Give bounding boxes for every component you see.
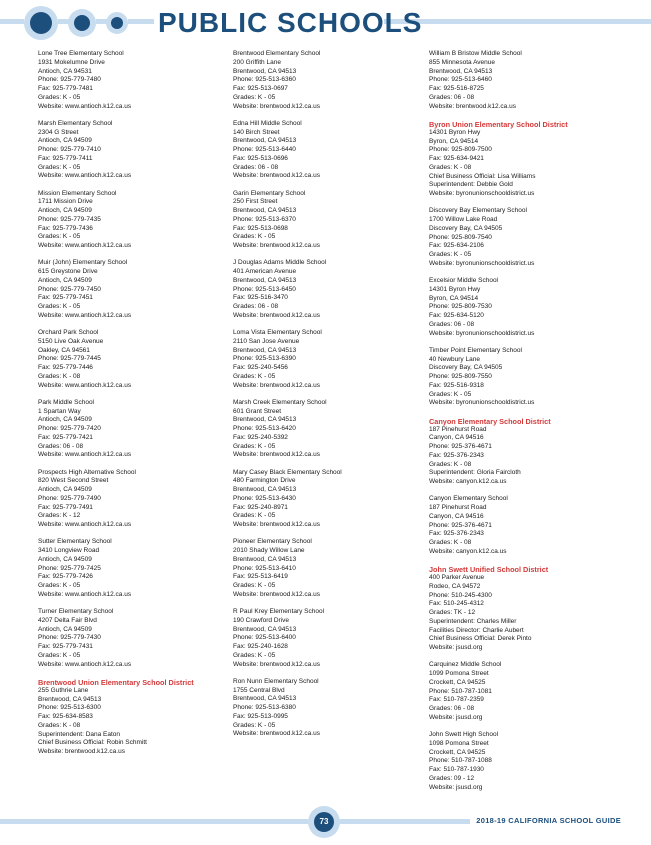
entry-line: Website: byronunionschooldistrict.us <box>429 399 535 407</box>
school-name: Orchard Park School <box>38 329 99 336</box>
entry-line: Phone: 925-513-6300 <box>38 704 101 712</box>
school-name: Edna Hill Middle School <box>233 119 302 127</box>
district-name: Brentwood Union Elementary School District <box>38 677 194 687</box>
entry-line: Phone: 925-779-7420 <box>38 425 101 432</box>
entry-line: Crockett, CA 94525 <box>429 748 486 756</box>
entry-line: Crockett, CA 94525 <box>429 678 486 686</box>
entry-line: Superintendent: Charles Miller <box>429 617 517 625</box>
entry-line: 4207 Delta Fair Blvd <box>38 616 97 624</box>
entry-line: Website: canyon.k12.ca.us <box>429 547 507 555</box>
entry-line: Phone: 925-513-6370 <box>233 215 296 223</box>
entry-line: Fax: 510-787-2359 <box>429 696 484 704</box>
entry-line: Website: brentwood.k12.ca.us <box>233 381 320 389</box>
entry-line: Fax: 925-634-9421 <box>429 155 484 162</box>
entry-line: Grades: 06 - 08 <box>429 93 475 101</box>
entry-line: 1 Spartan Way <box>38 407 81 415</box>
entry-line: Fax: 510-245-4312 <box>429 600 484 608</box>
entry-line: Website: www.antioch.k12.ca.us <box>38 381 132 389</box>
column-middle <box>233 50 425 748</box>
entry-line: Website: www.antioch.k12.ca.us <box>38 311 132 319</box>
entry-line: Fax: 925-779-7431 <box>38 643 93 650</box>
entry-line: Grades: K - 05 <box>429 390 472 398</box>
entry-line: Brentwood, CA 94513 <box>233 555 297 563</box>
entry-line: Grades: 09 - 12 <box>429 774 475 782</box>
school-entry <box>38 120 230 181</box>
entry-line: Phone: 925-809-7540 <box>429 233 492 241</box>
header-rule-left <box>0 19 24 24</box>
entry-line: Grades: TK - 12 <box>429 609 476 616</box>
entry-line: Brentwood, CA 94513 <box>233 625 297 633</box>
header-dot-large <box>30 12 52 34</box>
entry-line: Brentwood, CA 94513 <box>233 137 297 145</box>
entry-line: Canyon, CA 94516 <box>429 512 484 520</box>
entry-line: Superintendent: Gloria Faircloth <box>429 469 521 477</box>
entry-line: Brentwood, CA 94513 <box>233 486 297 493</box>
column-right <box>429 50 621 801</box>
entry-line: Website: byronunionschooldistrict.us <box>429 259 535 267</box>
entry-line: Grades: 06 - 08 <box>233 163 279 171</box>
entry-line: Grades: K - 05 <box>233 93 276 101</box>
school-entry <box>429 277 621 338</box>
entry-line: Grades: K - 08 <box>429 460 472 468</box>
page-title: PUBLIC SCHOOLS <box>158 7 423 38</box>
entry-line: Website: www.antioch.k12.ca.us <box>38 660 132 668</box>
school-entry <box>429 207 621 268</box>
entry-line: Brentwood, CA 94513 <box>233 416 297 424</box>
school-entry <box>429 50 621 111</box>
entry-line: Brentwood, CA 94513 <box>233 67 297 75</box>
entry-line: Website: brentwood.k12.ca.us <box>233 730 320 738</box>
header-rule-right <box>384 19 651 24</box>
entry-line: Chief Business Official: Lisa Williams <box>429 172 536 180</box>
entry-line: Website: brentwood.k12.ca.us <box>233 590 320 598</box>
entry-line: Website: byronunionschooldistrict.us <box>429 329 535 337</box>
school-entry <box>233 538 425 599</box>
entry-line: Fax: 925-779-7436 <box>38 224 93 232</box>
entry-line: Rodeo, CA 94572 <box>429 582 481 590</box>
entry-line: Website: brentwood.k12.ca.us <box>38 748 125 755</box>
entry-line: 2110 San Jose Avenue <box>233 337 300 345</box>
entry-line: Fax: 925-779-7451 <box>38 294 93 302</box>
school-name: Turner Elementary School <box>38 608 114 615</box>
school-entry <box>233 50 425 111</box>
entry-line: Fax: 925-779-7421 <box>38 433 93 441</box>
entry-line: Phone: 925-513-6450 <box>233 285 296 293</box>
entry-line: Website: brentwood.k12.ca.us <box>233 172 320 180</box>
entry-line: Phone: 925-779-7435 <box>38 215 101 223</box>
entry-line: Superintendent: Debbie Gold <box>429 181 513 189</box>
entry-line: Phone: 925-513-6410 <box>233 564 296 572</box>
entry-line: Fax: 925-240-1628 <box>233 643 288 650</box>
entry-line: Fax: 925-513-6419 <box>233 573 288 581</box>
entry-line: 140 Birch Street <box>233 128 280 136</box>
entry-line: Fax: 925-779-7481 <box>38 85 93 92</box>
entry-line: Website: www.antioch.k12.ca.us <box>38 590 132 598</box>
entry-line: Website: brentwood.k12.ca.us <box>233 242 320 249</box>
school-entry <box>429 347 621 408</box>
school-entry <box>233 399 425 460</box>
entry-line: Phone: 925-809-7500 <box>429 146 492 154</box>
entry-line: Chief Business Official: Robin Schmitt <box>38 739 147 747</box>
entry-line: Brentwood, CA 94513 <box>233 695 297 703</box>
entry-line: 187 Pinehurst Road <box>429 504 487 511</box>
entry-line: Phone: 925-513-6380 <box>233 704 296 711</box>
entry-line: Grades: K - 08 <box>38 721 81 729</box>
entry-line: Antioch, CA 94509 <box>38 276 92 284</box>
entry-line: Antioch, CA 94509 <box>38 416 92 424</box>
entry-line: Fax: 925-376-2343 <box>429 451 484 459</box>
entry-line: Phone: 925-513-6390 <box>233 355 296 363</box>
district-entry <box>429 417 621 487</box>
entry-line: Antioch, CA 94509 <box>38 555 92 563</box>
entry-line: Fax: 925-634-5120 <box>429 312 484 319</box>
district-name: Canyon Elementary School District <box>429 416 551 426</box>
entry-line: Website: jsusd.org <box>429 644 483 651</box>
entry-line: Grades: K - 05 <box>233 233 276 241</box>
entry-line: 3410 Longview Road <box>38 547 100 554</box>
school-name: Canyon Elementary School <box>429 495 508 503</box>
entry-line: Fax: 925-516-3470 <box>233 294 288 302</box>
entry-line: Website: brentwood.k12.ca.us <box>233 311 320 319</box>
entry-line: 190 Crawford Drive <box>233 616 289 624</box>
entry-line: Website: brentwood.k12.ca.us <box>233 102 320 110</box>
entry-line: Grades: K - 05 <box>233 372 276 380</box>
page-number: 73 <box>314 812 334 832</box>
entry-line: Fax: 925-634-2106 <box>429 242 484 250</box>
entry-line: 820 West Second Street <box>38 477 109 485</box>
school-entry <box>38 469 230 530</box>
header-rule-between-3 <box>128 19 154 24</box>
entry-line: 14301 Byron Hwy <box>429 128 481 136</box>
footer-rule-right <box>340 819 470 824</box>
entry-line: Website: www.antioch.k12.ca.us <box>38 242 132 249</box>
entry-line: Website: brentwood.k12.ca.us <box>429 102 516 110</box>
entry-line: 855 Minnesota Avenue <box>429 58 496 66</box>
school-entry <box>429 731 621 792</box>
entry-line: Fax: 925-516-9318 <box>429 381 484 389</box>
entry-line: 40 Newbury Lane <box>429 355 480 363</box>
entry-line: Grades: K - 12 <box>38 512 81 520</box>
entry-line: Website: www.antioch.k12.ca.us <box>38 172 132 180</box>
entry-line: Website: www.antioch.k12.ca.us <box>38 521 132 528</box>
entry-line: Grades: K - 08 <box>429 539 472 546</box>
entry-line: Fax: 925-634-8583 <box>38 713 93 720</box>
header-dot-medium <box>74 15 90 31</box>
entry-line: Grades: K - 05 <box>38 93 81 101</box>
entry-line: 255 Guthrie Lane <box>38 686 89 694</box>
school-entry <box>38 538 230 599</box>
entry-line: Grades: K - 05 <box>429 251 472 258</box>
entry-line: Phone: 925-376-4671 <box>429 443 492 450</box>
entry-line: Phone: 510-787-1081 <box>429 687 492 695</box>
school-entry <box>38 50 230 111</box>
entry-line: Grades: 06 - 08 <box>233 303 279 310</box>
entry-line: Phone: 925-779-7430 <box>38 634 101 642</box>
entry-line: 250 First Street <box>233 198 278 206</box>
entry-line: Grades: 06 - 08 <box>38 442 84 450</box>
school-name: Muir (John) Elementary School <box>38 259 128 267</box>
entry-line: Website: brentwood.k12.ca.us <box>233 521 320 528</box>
entry-line: Antioch, CA 94509 <box>38 207 92 214</box>
entry-line: Brentwood, CA 94513 <box>38 695 102 703</box>
entry-line: Phone: 510-787-1088 <box>429 757 492 765</box>
entry-line: Fax: 925-779-7491 <box>38 503 93 511</box>
entry-line: Phone: 925-779-7450 <box>38 285 101 293</box>
entry-line: Oakley, CA 94561 <box>38 346 90 354</box>
entry-line: Fax: 925-240-5456 <box>233 364 288 371</box>
entry-line: Grades: K - 05 <box>38 651 81 659</box>
entry-line: Website: www.antioch.k12.ca.us <box>38 451 132 459</box>
entry-line: Fax: 925-513-0995 <box>233 712 288 720</box>
column-left <box>38 50 230 765</box>
school-name: Brentwood Elementary School <box>233 50 321 57</box>
school-name: Discovery Bay Elementary School <box>429 207 527 215</box>
entry-line: 1099 Pomona Street <box>429 670 489 677</box>
school-name: William B Bristow Middle School <box>429 50 522 57</box>
school-entry <box>233 678 425 739</box>
entry-line: Discovery Bay, CA 94505 <box>429 364 503 372</box>
entry-line: 1711 Mission Drive <box>38 198 93 206</box>
school-name: Carquinez Middle School <box>429 661 502 669</box>
school-name: Excelsior Middle School <box>429 277 499 284</box>
school-name: R Paul Krey Elementary School <box>233 608 325 615</box>
entry-line: Phone: 925-809-7550 <box>429 373 492 380</box>
school-name: Park Middle School <box>38 398 94 406</box>
entry-line: 1931 Mokelumne Drive <box>38 58 105 66</box>
school-name: Timber Point Elementary School <box>429 346 522 354</box>
school-name: Ron Nunn Elementary School <box>233 677 319 685</box>
entry-line: Website: canyon.k12.ca.us <box>429 478 507 485</box>
entry-line: Brentwood, CA 94513 <box>233 346 297 354</box>
entry-line: Fax: 925-513-0697 <box>233 85 288 92</box>
district-entry <box>429 565 621 653</box>
entry-line: Website: byronunionschooldistrict.us <box>429 190 535 197</box>
entry-line: Fax: 925-779-7426 <box>38 573 93 581</box>
school-name: Lone Tree Elementary School <box>38 50 124 57</box>
entry-line: Discovery Bay, CA 94505 <box>429 224 503 232</box>
entry-line: Grades: K - 08 <box>38 372 81 380</box>
school-entry <box>38 259 230 320</box>
school-entry <box>429 661 621 722</box>
school-entry <box>233 329 425 390</box>
entry-line: Fax: 925-240-8971 <box>233 503 288 511</box>
entry-line: 187 Pinehurst Road <box>429 425 487 433</box>
entry-line: Fax: 925-779-7446 <box>38 364 93 371</box>
entry-line: Fax: 925-779-7411 <box>38 154 93 162</box>
school-entry <box>233 190 425 251</box>
entry-line: 200 Griffith Lane <box>233 58 281 66</box>
entry-line: Phone: 925-513-6440 <box>233 146 296 153</box>
entry-line: Phone: 925-513-6460 <box>429 76 492 84</box>
entry-line: Grades: K - 05 <box>233 442 276 450</box>
school-entry <box>233 608 425 669</box>
entry-line: 601 Grant Street <box>233 407 282 415</box>
school-entry <box>38 329 230 390</box>
entry-line: 14301 Byron Hwy <box>429 285 481 293</box>
entry-line: Brentwood, CA 94513 <box>429 67 493 75</box>
school-name: Mary Casey Black Elementary School <box>233 468 342 476</box>
school-name: Mission Elementary School <box>38 189 117 197</box>
entry-line: Facilities Director: Charlie Aubert <box>429 626 524 634</box>
entry-line: Antioch, CA 94509 <box>38 625 92 633</box>
entry-line: Antioch, CA 94531 <box>38 67 92 75</box>
school-entry <box>429 495 621 556</box>
entry-line: Phone: 925-513-6430 <box>233 494 296 502</box>
district-name: John Swett Unified School District <box>429 565 549 574</box>
entry-line: Website: jsusd.org <box>429 783 483 791</box>
entry-line: Antioch, CA 94509 <box>38 137 92 145</box>
entry-line: 1700 Willow Lake Road <box>429 216 498 223</box>
entry-line: Phone: 925-779-7480 <box>38 76 101 84</box>
school-entry <box>233 469 425 530</box>
entry-line: Fax: 925-240-5392 <box>233 433 288 441</box>
entry-line: Phone: 925-376-4671 <box>429 521 492 529</box>
entry-line: Grades: K - 05 <box>38 582 81 589</box>
entry-line: Brentwood, CA 94513 <box>233 207 297 214</box>
entry-line: Grades: K - 05 <box>233 582 276 589</box>
school-entry <box>38 608 230 669</box>
district-entry <box>429 120 621 199</box>
entry-line: 2304 G Street <box>38 128 79 136</box>
entry-line: Grades: K - 05 <box>233 512 276 520</box>
entry-line: Fax: 510-787-1930 <box>429 766 484 773</box>
entry-line: 615 Greystone Drive <box>38 268 98 275</box>
entry-line: Phone: 925-513-6420 <box>233 425 296 432</box>
entry-line: 400 Parker Avenue <box>429 574 485 581</box>
entry-line: 5150 Live Oak Avenue <box>38 337 104 345</box>
district-name: Byron Union Elementary School District <box>429 119 568 129</box>
guide-title: 2018-19 CALIFORNIA SCHOOL GUIDE <box>476 816 621 825</box>
entry-line: 401 American Avenue <box>233 268 297 275</box>
school-name: John Swett High School <box>429 731 499 738</box>
school-entry <box>38 190 230 251</box>
school-entry <box>38 399 230 460</box>
entry-line: Grades: 06 - 08 <box>429 320 475 328</box>
footer-rule-left <box>0 819 308 824</box>
entry-line: Fax: 925-513-0696 <box>233 154 288 162</box>
header-dot-small <box>111 17 123 29</box>
school-name: J Douglas Adams Middle School <box>233 259 327 267</box>
school-name: Marsh Elementary School <box>38 119 113 127</box>
entry-line: Byron, CA 94514 <box>429 294 479 302</box>
entry-line: Brentwood, CA 94513 <box>233 276 297 284</box>
entry-line: Grades: K - 05 <box>38 303 81 310</box>
entry-line: Website: www.antioch.k12.ca.us <box>38 102 132 110</box>
entry-line: Superintendent: Dana Eaton <box>38 730 121 738</box>
entry-line: Website: brentwood.k12.ca.us <box>233 660 320 668</box>
school-name: Garin Elementary School <box>233 189 306 197</box>
entry-line: Phone: 925-779-7445 <box>38 355 101 363</box>
entry-line: 2010 Shady Willow Lane <box>233 547 305 554</box>
school-name: Loma Vista Elementary School <box>233 329 322 336</box>
entry-line: Byron, CA 94514 <box>429 137 479 145</box>
entry-line: Grades: K - 05 <box>233 651 276 659</box>
entry-line: Fax: 925-513-0698 <box>233 224 288 232</box>
school-name: Pioneer Elementary School <box>233 538 312 546</box>
entry-line: Phone: 510-245-4300 <box>429 591 492 599</box>
entry-line: Grades: K - 08 <box>429 163 472 171</box>
district-entry <box>38 678 230 757</box>
entry-line: Grades: 06 - 08 <box>429 705 475 712</box>
entry-line: Grades: K - 05 <box>38 163 81 171</box>
entry-line: 1098 Pomona Street <box>429 739 489 747</box>
entry-line: Grades: K - 05 <box>233 721 276 729</box>
entry-line: Website: brentwood.k12.ca.us <box>233 451 320 459</box>
school-name: Sutter Elementary School <box>38 538 112 546</box>
entry-line: Chief Business Official: Derek Pinto <box>429 635 532 643</box>
entry-line: 480 Farmington Drive <box>233 477 296 485</box>
school-entry <box>233 259 425 320</box>
entry-line: Grades: K - 05 <box>38 233 81 241</box>
entry-line: Phone: 925-513-6400 <box>233 634 296 642</box>
entry-line: Fax: 925-376-2343 <box>429 530 484 538</box>
entry-line: Phone: 925-779-7425 <box>38 564 101 572</box>
entry-line: Fax: 925-516-8725 <box>429 85 484 92</box>
entry-line: Phone: 925-513-6360 <box>233 76 296 84</box>
school-name: Marsh Creek Elementary School <box>233 398 327 406</box>
entry-line: Phone: 925-809-7530 <box>429 303 492 311</box>
entry-line: 1755 Central Blvd <box>233 686 285 694</box>
school-entry <box>233 120 425 181</box>
entry-line: Phone: 925-779-7490 <box>38 494 101 502</box>
entry-line: Phone: 925-779-7410 <box>38 146 101 153</box>
school-name: Prospects High Alternative School <box>38 468 136 476</box>
entry-line: Website: jsusd.org <box>429 713 483 721</box>
entry-line: Canyon, CA 94516 <box>429 434 484 442</box>
entry-line: Antioch, CA 94509 <box>38 486 92 493</box>
